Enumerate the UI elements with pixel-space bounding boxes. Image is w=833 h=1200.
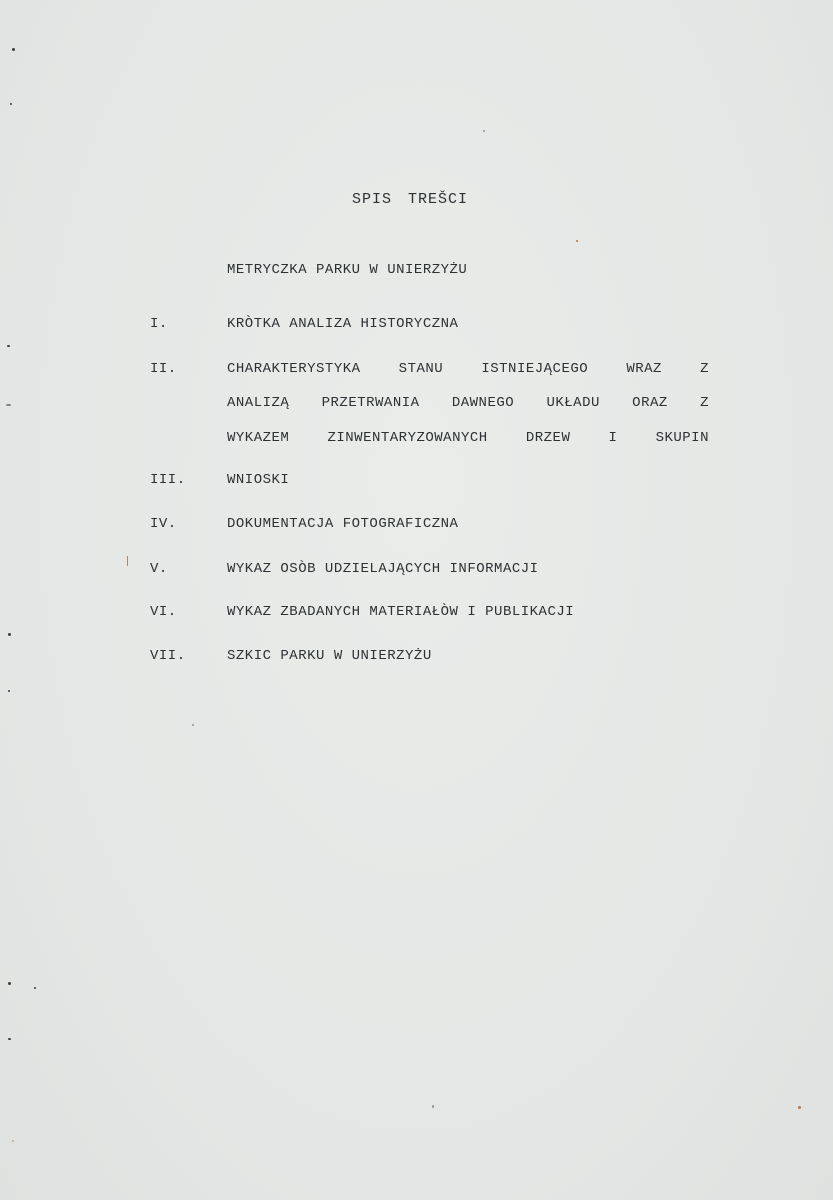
scan-speck: [8, 633, 11, 636]
entry-numeral-6: VI.: [150, 604, 177, 620]
header-entry: METRYCZKA PARKU W UNIERZYŻU: [227, 262, 468, 278]
scan-speck: [12, 48, 15, 51]
entry-text-2-line-3: WYKAZEM ZINWENTARYZOWANYCH DRZEW I SKUPIN: [227, 430, 709, 446]
scan-speck: [6, 404, 11, 406]
scan-speck: [127, 556, 128, 566]
entry-numeral-4: IV.: [150, 516, 177, 532]
scan-speck: [8, 1038, 11, 1040]
scan-speck: [798, 1106, 801, 1109]
entry-text-4: DOKUMENTACJA FOTOGRAFICZNA: [227, 516, 459, 532]
entry-text-2-line-1: CHARAKTERYSTYKA STANU ISTNIEJĄCEGO WRAZ Z: [227, 361, 709, 377]
entry-text-1: KRÒTKA ANALIZA HISTORYCZNA: [227, 316, 459, 332]
entry-text-5: WYKAZ OSÒB UDZIELAJĄCYCH INFORMACJI: [227, 561, 539, 577]
scan-speck: [483, 130, 485, 132]
entry-numeral-7: VII.: [150, 648, 186, 664]
entry-numeral-1: I.: [150, 316, 168, 332]
scan-speck: [10, 103, 12, 105]
scan-speck: [34, 987, 36, 989]
scan-speck: [8, 982, 11, 985]
entry-text-6: WYKAZ ZBADANYCH MATERIAŁÒW I PUBLIKACJI: [227, 604, 575, 620]
entry-text-3: WNIOSKI: [227, 472, 290, 488]
page-title: SPIS TREŠCI: [352, 191, 469, 208]
scan-speck: [12, 1140, 14, 1142]
scan-speck: [576, 240, 578, 242]
scan-speck: [7, 345, 10, 347]
entry-numeral-3: III.: [150, 472, 186, 488]
entry-text-7: SZKIC PARKU W UNIERZYŻU: [227, 648, 432, 664]
scan-speck: [8, 690, 10, 692]
scan-speck: [192, 724, 194, 726]
entry-numeral-5: V.: [150, 561, 168, 577]
entry-numeral-2: II.: [150, 361, 177, 377]
scan-speck: [432, 1105, 434, 1108]
entry-text-2-line-2: ANALIZĄ PRZETRWANIA DAWNEGO UKŁADU ORAZ Z: [227, 395, 709, 411]
